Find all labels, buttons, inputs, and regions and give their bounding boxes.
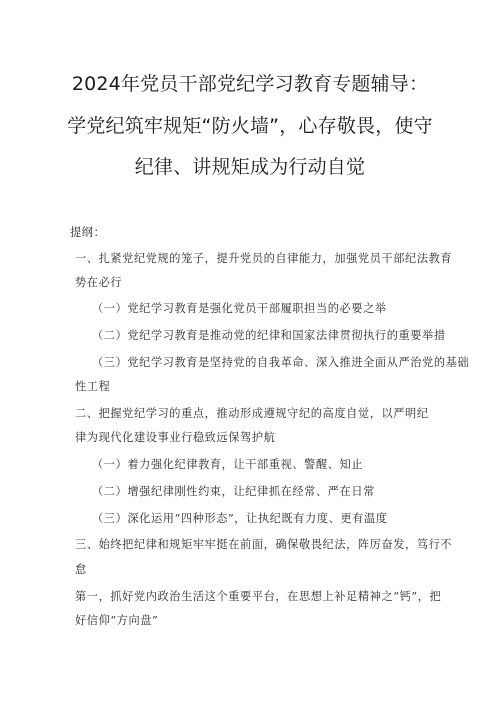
outline-line: 性工程 <box>75 380 111 393</box>
outline-line: （二）党纪学习教育是推动党的纪律和国家法律贯彻执行的重要举措 <box>92 329 446 342</box>
outline-line: 二、把握党纪学习的重点，推动形成遵规守纪的高度自觉，以严明纪 <box>75 407 429 420</box>
outline-line: （一）党纪学习教育是强化党员干部履职担当的必要之举 <box>92 302 387 315</box>
outline-line: 怠 <box>75 563 87 576</box>
outline-line: （三）党纪学习教育是坚持党的自我革命、深入推进全面从严治党的基础 <box>92 356 470 369</box>
outline-line: （二）增强纪律刚性约束，让纪律抓在经常、严在日常 <box>92 485 375 498</box>
title-line-1: 2024年党员干部党纪学习教育专题辅导： <box>71 73 429 95</box>
outline-label: 提纲： <box>70 226 106 239</box>
outline-line: 好信仰“方向盘” <box>75 614 159 627</box>
title-line-2: 学党纪筑牢规矩“防火墙”，心存敬畏，使守 <box>67 115 433 137</box>
title-line-3: 纪律、讲规矩成为行动自觉 <box>134 156 366 178</box>
outline-line: （一）着力强化纪律教育，让干部重视、警醒、知止 <box>92 458 364 471</box>
outline-line: 律为现代化建设事业行稳致远保驾护航 <box>75 431 276 444</box>
outline-line: 三、始终把纪律和规矩牢牢挺在前面，确保敬畏纪法，阵厉奋发，笃行不 <box>75 538 453 551</box>
outline-line: 一、扎紧党纪党规的笼子，提升党员的自律能力，加强党员干部纪法教育 <box>75 252 453 265</box>
outline-line: 势在必行 <box>75 276 123 289</box>
outline-line: （三）深化运用“四种形态”，让执纪既有力度、更有温度 <box>92 512 388 525</box>
outline-line: 第一，抓好党内政治生活这个重要平台，在思想上补足精神之“钙”，把 <box>75 590 442 603</box>
